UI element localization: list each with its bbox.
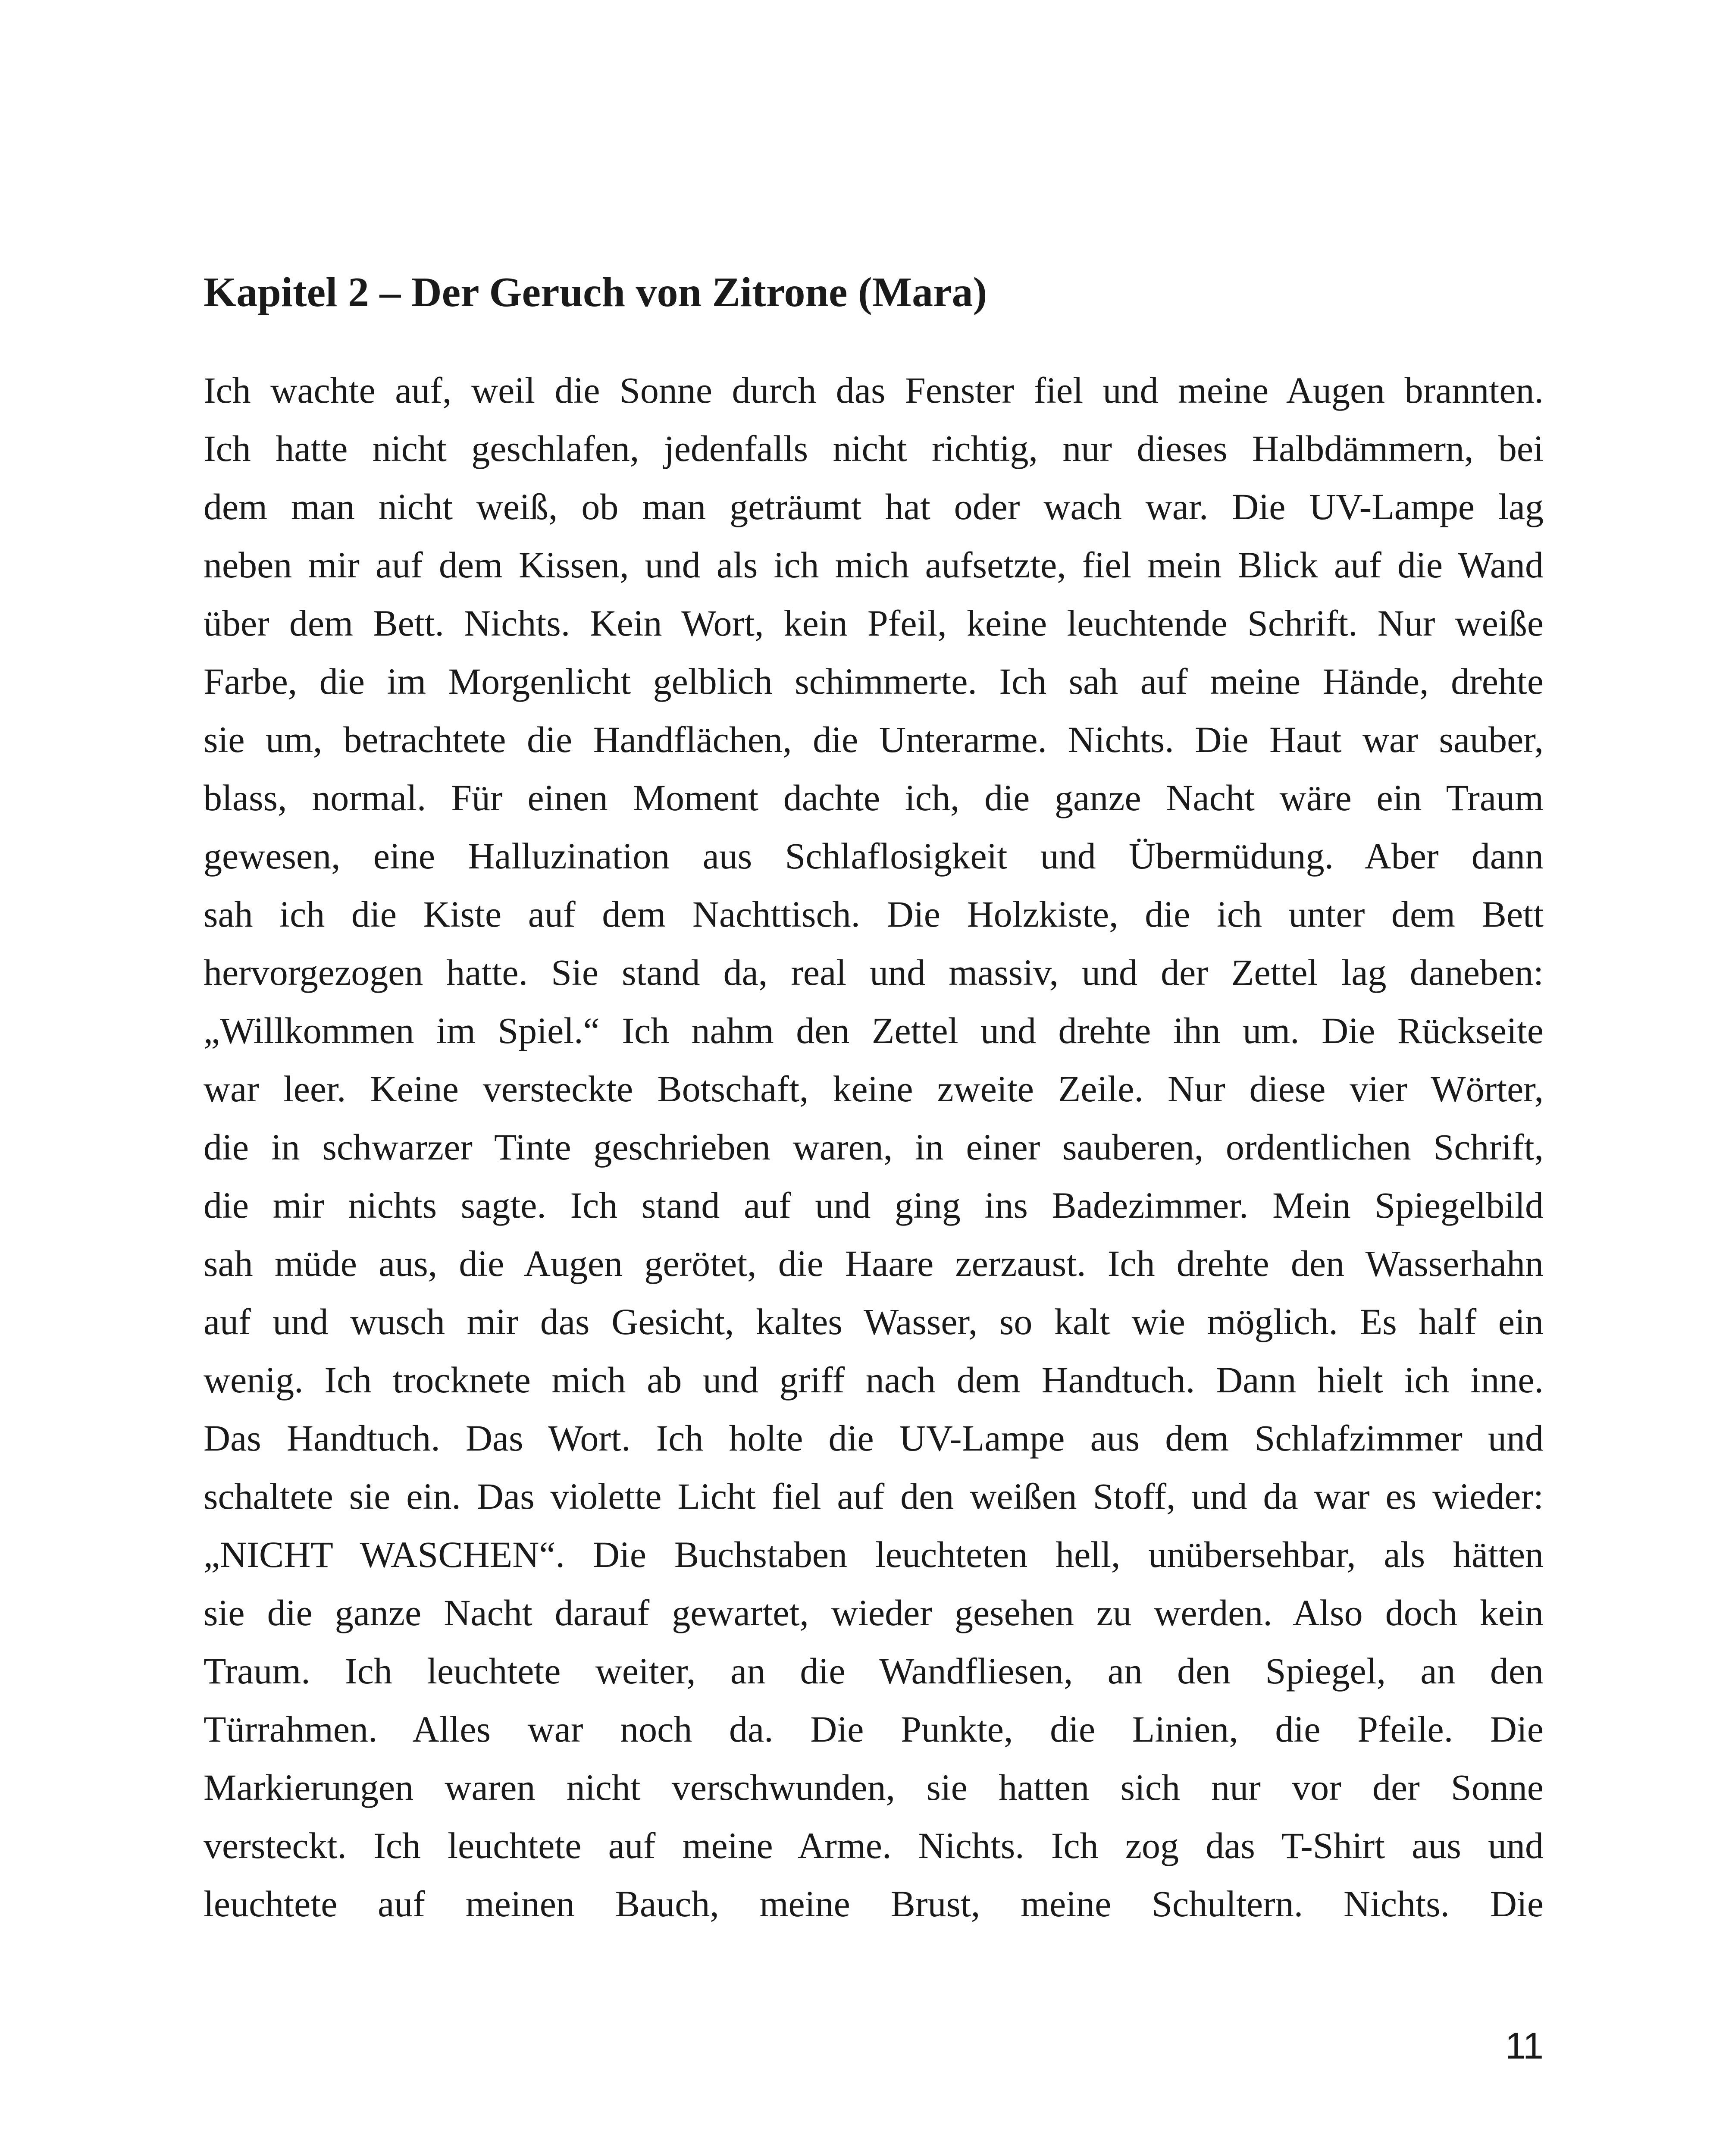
text-line: die in schwarzer Tinte geschrieben waren, in einer sauberen, ordentlichen Schrift,: [204, 1126, 1544, 1168]
text-line: neben mir auf dem Kissen, und als ich mich aufsetzte, fiel mein Blick auf die Wand: [204, 544, 1544, 586]
text-line: sie die ganze Nacht darauf gewartet, wieder gesehen zu werden. Also doch kein: [204, 1592, 1544, 1633]
text-line: sie um, betrachtete die Handflächen, die Unterarme. Nichts. Die Haut war sauber,: [204, 719, 1544, 760]
text-line: Farbe, die im Morgenlicht gelblich schimmerte. Ich sah auf meine Hände, drehte: [204, 661, 1544, 702]
page-number: 11: [1505, 2025, 1544, 2067]
text-line: Ich hatte nicht geschlafen, jedenfalls nicht richtig, nur dieses Halbdämmern, bei: [204, 428, 1544, 469]
text-line: über dem Bett. Nichts. Kein Wort, kein Pfeil, keine leuchtende Schrift. Nur weiße: [204, 602, 1544, 644]
body-text: [204, 361, 1544, 1933]
text-line: leuchtete auf meinen Bauch, meine Brust, meine Schultern. Nichts. Die: [204, 1883, 1544, 1924]
text-line: versteckt. Ich leuchtete auf meine Arme. Nichts. Ich zog das T-Shirt aus und: [204, 1825, 1544, 1866]
text-line: war leer. Keine versteckte Botschaft, keine zweite Zeile. Nur diese vier Wörter,: [204, 1068, 1544, 1109]
text-line: schaltete sie ein. Das violette Licht fiel auf den weißen Stoff, und da war es wieder:: [204, 1476, 1544, 1517]
text-line: „Willkommen im Spiel.“ Ich nahm den Zettel und drehte ihn um. Die Rückseite: [204, 1010, 1544, 1051]
chapter-title: Kapitel 2 – Der Geruch von Zitrone (Mara): [204, 269, 987, 316]
text-line: Traum. Ich leuchtete weiter, an die Wandfliesen, an den Spiegel, an den: [204, 1650, 1544, 1692]
text-line: Ich wachte auf, weil die Sonne durch das Fenster fiel und meine Augen brannten.: [204, 370, 1544, 411]
text-line: hervorgezogen hatte. Sie stand da, real und massiv, und der Zettel lag daneben:: [204, 952, 1544, 993]
text-line: Türrahmen. Alles war noch da. Die Punkte, die Linien, die Pfeile. Die: [204, 1708, 1544, 1750]
text-line: auf und wusch mir das Gesicht, kaltes Wasser, so kalt wie möglich. Es half ein: [204, 1301, 1544, 1342]
text-line: „NICHT WASCHEN“. Die Buchstaben leuchteten hell, unübersehbar, als hätten: [204, 1534, 1544, 1575]
text-line: sah müde aus, die Augen gerötet, die Haare zerzaust. Ich drehte den Wasserhahn: [204, 1243, 1544, 1284]
text-line: Das Handtuch. Das Wort. Ich holte die UV-Lampe aus dem Schlafzimmer und: [204, 1417, 1544, 1459]
text-line: gewesen, eine Halluzination aus Schlaflosigkeit und Übermüdung. Aber dann: [204, 835, 1544, 877]
text-line: blass, normal. Für einen Moment dachte ich, die ganze Nacht wäre ein Traum: [204, 777, 1544, 818]
text-line: dem man nicht weiß, ob man geträumt hat oder wach war. Die UV-Lampe lag: [204, 486, 1544, 527]
text-line: Markierungen waren nicht verschwunden, sie hatten sich nur vor der Sonne: [204, 1767, 1544, 1808]
text-line: wenig. Ich trocknete mich ab und griff nach dem Handtuch. Dann hielt ich inne.: [204, 1359, 1544, 1401]
text-line: sah ich die Kiste auf dem Nachttisch. Die Holzkiste, die ich unter dem Bett: [204, 893, 1544, 935]
text-line: die mir nichts sagte. Ich stand auf und ging ins Badezimmer. Mein Spiegelbild: [204, 1185, 1544, 1226]
